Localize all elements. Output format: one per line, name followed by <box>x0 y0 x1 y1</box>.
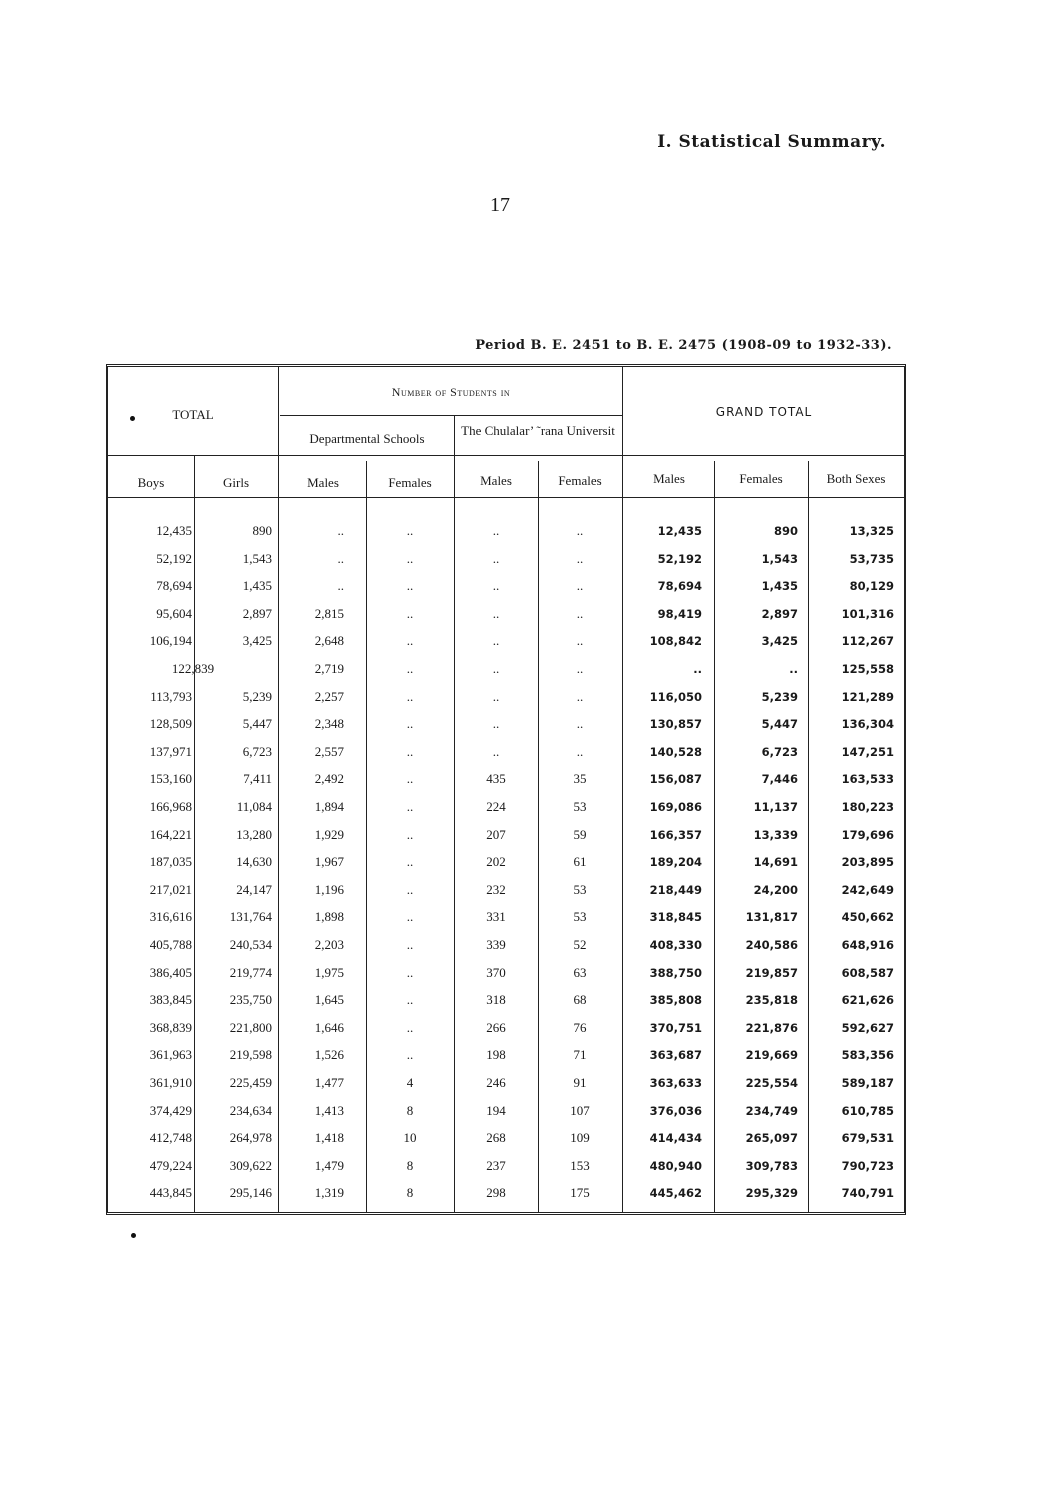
cell-gf: 5,239 <box>761 689 798 704</box>
cell-gb: 242,649 <box>841 882 894 897</box>
cell-df: .. <box>406 992 414 1008</box>
cell-boys: 383,845 <box>149 992 192 1008</box>
cell-boys: 78,694 <box>156 578 192 594</box>
table-row <box>108 903 908 931</box>
cell-gm: 480,940 <box>649 1158 702 1173</box>
cell-girls: 221,800 <box>229 1019 272 1035</box>
cell-dm: 2,492 <box>314 771 344 787</box>
cell-gm: 408,330 <box>649 938 702 952</box>
cell-gm: 370,751 <box>649 1020 702 1035</box>
cell-girls: 5,239 <box>242 688 272 704</box>
cell-gf: 309,783 <box>745 1158 798 1173</box>
cell-df: .. <box>406 964 414 980</box>
cell-gb: 163,533 <box>841 772 894 787</box>
cell-gm: 388,750 <box>649 965 702 980</box>
cell-gm: 166,357 <box>649 827 702 842</box>
table-row <box>108 1179 908 1207</box>
cell-boys: 187,035 <box>149 854 192 870</box>
header-departmental-schools: Departmental Schools <box>309 431 425 446</box>
cell-gf: 1,435 <box>761 579 798 594</box>
header-uni-females: Females <box>558 473 602 488</box>
cell-dm: 1,967 <box>314 854 344 870</box>
cell-gm: 12,435 <box>657 524 702 538</box>
cell-um: 318 <box>486 992 506 1008</box>
table-row <box>108 959 908 987</box>
cell-gb: 679,531 <box>841 1131 894 1146</box>
cell-um: 194 <box>486 1102 506 1118</box>
cell-girls: 309,622 <box>229 1157 272 1173</box>
cell-boys: 368,839 <box>149 1019 192 1035</box>
cell-gb: 608,587 <box>841 965 894 980</box>
header-grand-both: Both Sexes <box>826 471 886 486</box>
cell-gm: 169,086 <box>649 800 702 814</box>
period-heading: Period B. E. 2451 to B. E. 2475 (1908-09 to 1932-33). <box>475 338 892 353</box>
cell-uf: .. <box>576 688 584 704</box>
cell-um: 435 <box>486 771 506 787</box>
header-boys: Boys <box>137 475 165 490</box>
cell-uf: 53 <box>573 909 587 925</box>
cell-gb: 592,627 <box>841 1020 894 1035</box>
table-row <box>108 1041 908 1069</box>
section-title: I. Statistical Summary. <box>657 132 886 152</box>
cell-uf: .. <box>576 633 584 649</box>
cell-uf: 109 <box>570 1130 590 1146</box>
cell-gm: 376,036 <box>649 1103 702 1118</box>
cell-gf: .. <box>789 662 798 676</box>
cell-dm: .. <box>337 578 344 594</box>
cell-uf: .. <box>576 716 584 732</box>
cell-girls: 1,543 <box>242 550 272 566</box>
cell-dm: 2,648 <box>314 633 344 649</box>
cell-df: .. <box>406 771 414 787</box>
table-row <box>108 1097 908 1125</box>
cell-boys: 153,160 <box>149 771 192 787</box>
cell-dm: 1,894 <box>314 799 344 814</box>
cell-gm: 414,434 <box>649 1131 702 1146</box>
cell-um: 266 <box>486 1019 506 1035</box>
cell-uf: .. <box>576 578 584 594</box>
cell-girls: 5,447 <box>242 716 272 732</box>
cell-boys: 361,910 <box>149 1075 192 1090</box>
cell-gf: 235,818 <box>745 993 798 1008</box>
cell-df: .. <box>406 937 414 952</box>
cell-um: 339 <box>486 937 506 952</box>
table-row <box>108 1014 908 1042</box>
cell-um: 207 <box>486 826 506 842</box>
cell-boys: 12,435 <box>156 523 192 538</box>
cell-df: .. <box>406 1047 414 1063</box>
cell-gm: 385,808 <box>649 993 702 1008</box>
cell-uf: 59 <box>573 826 587 842</box>
cell-um: 370 <box>486 964 506 980</box>
cell-gb: 589,187 <box>841 1076 894 1090</box>
cell-girls: 14,630 <box>236 854 272 870</box>
cell-df: .. <box>406 854 414 870</box>
rule-subheader <box>108 455 904 456</box>
cell-gf: 11,137 <box>753 800 798 814</box>
cell-girls: 6,723 <box>242 743 272 759</box>
cell-gf: 890 <box>773 524 798 538</box>
header-university: The Chulalar’ ˜rana Universit <box>461 423 615 438</box>
cell-boys: 164,221 <box>149 826 192 842</box>
cell-gm: 130,857 <box>649 717 702 732</box>
cell-boys: 95,604 <box>156 605 192 621</box>
cell-girls: 240,534 <box>229 937 272 952</box>
cell-um: .. <box>492 578 500 594</box>
page-number: 17 <box>490 194 510 216</box>
cell-boys: 386,405 <box>149 964 192 980</box>
cell-girls: 24,147 <box>236 881 272 897</box>
cell-um: 246 <box>486 1075 506 1090</box>
cell-girls: 295,146 <box>229 1185 272 1201</box>
cell-df: .. <box>406 716 414 732</box>
cell-df: .. <box>406 743 414 759</box>
cell-df: .. <box>406 578 414 594</box>
cell-um: .. <box>492 550 500 566</box>
cell-uf: 175 <box>570 1185 590 1201</box>
cell-df: .. <box>406 550 414 566</box>
cell-uf: 52 <box>573 937 587 952</box>
cell-girls: 131,764 <box>229 909 272 925</box>
cell-gm: 98,419 <box>657 606 702 621</box>
footer-bullet <box>131 1233 136 1238</box>
table-row <box>108 793 908 821</box>
cell-gm: .. <box>693 662 702 676</box>
table-row <box>108 655 908 683</box>
cell-gm: 78,694 <box>657 579 702 594</box>
cell-gf: 219,669 <box>745 1048 798 1063</box>
cell-boys: 412,748 <box>149 1130 192 1146</box>
cell-dm: 1,526 <box>314 1047 344 1063</box>
cell-df: .. <box>406 661 414 676</box>
cell-gb: 203,895 <box>841 855 894 870</box>
cell-um: 237 <box>486 1157 506 1173</box>
cell-df: 10 <box>403 1130 417 1146</box>
rule-columns <box>108 497 904 498</box>
cell-gb: 180,223 <box>841 800 894 814</box>
cell-gb: 121,289 <box>841 689 894 704</box>
cell-uf: 68 <box>573 992 587 1008</box>
cell-boys: 128,509 <box>149 716 192 732</box>
cell-uf: 91 <box>573 1075 587 1090</box>
cell-gb: 80,129 <box>849 579 894 594</box>
cell-boys: 113,793 <box>150 688 192 704</box>
cell-gm: 140,528 <box>649 744 702 759</box>
cell-uf: 53 <box>573 799 587 814</box>
cell-gb: 125,558 <box>841 662 894 676</box>
table-row <box>108 1069 908 1097</box>
cell-gf: 221,876 <box>745 1020 798 1035</box>
cell-df: .. <box>406 799 414 814</box>
header-grand-females: Females <box>739 471 783 486</box>
statistics-table <box>106 364 906 1215</box>
cell-um: .. <box>492 743 500 759</box>
cell-dm: 2,557 <box>314 743 344 759</box>
cell-gm: 116,050 <box>649 689 702 704</box>
cell-boys: 374,429 <box>149 1102 192 1118</box>
cell-uf: .. <box>576 743 584 759</box>
header-uni-males: Males <box>480 473 512 488</box>
table-row <box>108 683 908 711</box>
cell-gf: 6,723 <box>761 744 798 759</box>
cell-df: .. <box>406 633 414 649</box>
cell-girls: 234,634 <box>229 1102 272 1118</box>
cell-girls: 890 <box>252 523 272 538</box>
cell-uf: .. <box>576 661 584 676</box>
cell-um: .. <box>492 661 500 676</box>
cell-girls: 1,435 <box>242 578 272 594</box>
table-row <box>108 1124 908 1152</box>
table-row <box>108 931 908 959</box>
cell-dm: 1,479 <box>314 1157 344 1173</box>
cell-uf: 71 <box>573 1047 587 1063</box>
cell-dm: 1,319 <box>314 1185 344 1201</box>
cell-um: 268 <box>486 1130 506 1146</box>
cell-gf: 5,447 <box>761 717 798 732</box>
table-row <box>108 572 908 600</box>
table-row <box>108 848 908 876</box>
header-grand-total: GRAND TOTAL <box>715 405 813 419</box>
cell-df: .. <box>406 826 414 842</box>
cell-gf: 225,554 <box>745 1076 798 1090</box>
table-row <box>108 627 908 655</box>
cell-gm: 189,204 <box>649 855 702 870</box>
cell-gb: 610,785 <box>841 1103 894 1118</box>
cell-uf: 35 <box>573 771 587 787</box>
cell-boys: 137,971 <box>149 743 192 759</box>
cell-df: .. <box>406 1019 414 1035</box>
cell-gm: 363,687 <box>649 1048 702 1063</box>
cell-gf: 24,200 <box>753 882 798 897</box>
cell-gm: 108,842 <box>649 634 702 649</box>
header-total: TOTAL <box>172 407 214 422</box>
cell-dm: 2,348 <box>314 716 344 732</box>
cell-gb: 53,735 <box>849 551 894 566</box>
cell-boys: 361,963 <box>149 1047 192 1063</box>
cell-gb: 13,325 <box>849 524 894 538</box>
cell-girls: 264,978 <box>229 1130 272 1146</box>
header-number-of-students: Number of Students in <box>391 385 511 399</box>
cell-gf: 234,749 <box>745 1103 798 1118</box>
cell-gf: 219,857 <box>745 965 798 980</box>
cell-um: 198 <box>486 1047 506 1063</box>
cell-gb: 790,723 <box>841 1158 894 1173</box>
cell-gb: 648,916 <box>841 938 894 952</box>
cell-dm: 1,646 <box>314 1019 344 1035</box>
cell-df: 4 <box>406 1075 414 1090</box>
cell-dm: 1,413 <box>314 1102 344 1118</box>
cell-girls: 7,411 <box>243 771 272 787</box>
cell-gf: 14,691 <box>753 855 798 870</box>
cell-girls: 2,897 <box>242 605 272 621</box>
cell-dm: 2,257 <box>314 688 344 704</box>
cell-gm: 363,633 <box>649 1076 702 1090</box>
cell-boys: 217,021 <box>149 881 192 897</box>
cell-gm: 52,192 <box>657 551 702 566</box>
cell-gf: 3,425 <box>761 634 798 649</box>
cell-um: 331 <box>486 909 506 925</box>
cell-dm: 1,898 <box>314 909 344 925</box>
cell-gf: 1,543 <box>761 551 798 566</box>
cell-gf: 265,097 <box>745 1131 798 1146</box>
cell-gb: 621,626 <box>841 993 894 1008</box>
cell-boys: 405,788 <box>149 937 192 952</box>
cell-df: 8 <box>406 1102 414 1118</box>
cell-uf: .. <box>576 605 584 621</box>
table-row <box>108 517 908 545</box>
cell-gm: 218,449 <box>649 882 702 897</box>
cell-df: .. <box>406 688 414 704</box>
header-dept-males: Males <box>307 475 339 490</box>
cell-gm: 445,462 <box>649 1186 702 1201</box>
cell-boys: 316,616 <box>149 909 192 925</box>
cell-gf: 295,329 <box>745 1186 798 1201</box>
header-grand-males: Males <box>653 471 685 486</box>
cell-dm: .. <box>337 550 344 566</box>
cell-um: 298 <box>486 1185 506 1201</box>
cell-um: .. <box>492 605 500 621</box>
cell-uf: 76 <box>573 1019 587 1035</box>
bullet-mark <box>130 416 135 421</box>
cell-dm: 1,645 <box>314 992 344 1008</box>
table-row <box>108 986 908 1014</box>
table-row <box>108 765 908 793</box>
table-row <box>108 600 908 628</box>
cell-gb: 112,267 <box>841 634 894 649</box>
cell-gb: 179,696 <box>841 827 894 842</box>
cell-uf: 61 <box>573 854 587 870</box>
cell-girls: 219,598 <box>229 1047 272 1063</box>
table-row <box>108 876 908 904</box>
cell-um: .. <box>492 523 500 538</box>
cell-girls: 3,425 <box>242 633 272 649</box>
table-row <box>108 821 908 849</box>
cell-girls: 11,084 <box>236 799 272 814</box>
cell-gm: 318,845 <box>649 910 702 925</box>
cell-uf: .. <box>576 523 584 538</box>
cell-dm: 1,477 <box>314 1075 344 1090</box>
cell-gf: 13,339 <box>753 827 798 842</box>
cell-girls: 13,280 <box>236 826 272 842</box>
header-girls: Girls <box>223 475 249 490</box>
cell-gb: 101,316 <box>841 606 894 621</box>
header-dept-females: Females <box>388 475 432 490</box>
cell-gb: 147,251 <box>841 744 894 759</box>
table-row <box>108 738 908 766</box>
cell-dm: 1,929 <box>314 826 344 842</box>
cell-df: 8 <box>406 1185 414 1201</box>
table-row <box>108 710 908 738</box>
cell-df: 8 <box>406 1157 414 1173</box>
cell-gf: 2,897 <box>761 606 798 621</box>
cell-dm: 2,815 <box>314 605 344 621</box>
cell-dm: 2,719 <box>314 661 344 676</box>
table-row <box>108 545 908 573</box>
rule-students-under <box>280 415 622 416</box>
cell-um: 224 <box>486 799 506 814</box>
cell-gf: 240,586 <box>745 938 798 952</box>
cell-um: 202 <box>486 854 506 870</box>
cell-df: .. <box>406 605 414 621</box>
cell-boys: 479,224 <box>149 1157 192 1173</box>
cell-boys: 52,192 <box>156 550 192 566</box>
cell-df: .. <box>406 909 414 925</box>
cell-gm: 156,087 <box>649 772 702 787</box>
cell-um: .. <box>492 633 500 649</box>
cell-gb: 450,662 <box>841 910 894 925</box>
cell-um: 232 <box>486 881 506 897</box>
cell-df: .. <box>406 881 414 897</box>
cell-dm: 1,196 <box>314 881 344 897</box>
cell-dm: 2,203 <box>314 937 344 952</box>
cell-uf: 107 <box>570 1102 590 1118</box>
cell-um: .. <box>492 688 500 704</box>
cell-uf: 153 <box>570 1157 590 1173</box>
cell-girls: 219,774 <box>229 964 272 980</box>
cell-uf: 53 <box>573 881 587 897</box>
cell-dm: .. <box>337 523 344 538</box>
cell-gb: 136,304 <box>841 717 894 732</box>
cell-dm: 1,418 <box>314 1130 344 1146</box>
cell-gb: 740,791 <box>841 1186 894 1201</box>
table-row <box>108 1152 908 1180</box>
cell-girls: 235,750 <box>229 992 272 1008</box>
cell-dm: 1,975 <box>314 964 344 980</box>
cell-boys: 106,194 <box>149 633 192 649</box>
cell-girls: 225,459 <box>229 1075 272 1090</box>
cell-gf: 7,446 <box>761 772 798 787</box>
cell-gb: 583,356 <box>841 1048 894 1063</box>
cell-total-combined: 122,839 <box>171 661 215 676</box>
cell-boys: 443,845 <box>149 1185 192 1201</box>
cell-uf: 63 <box>573 964 587 980</box>
cell-uf: .. <box>576 550 584 566</box>
cell-df: .. <box>406 523 414 538</box>
cell-um: .. <box>492 716 500 732</box>
cell-gf: 131,817 <box>745 910 798 925</box>
cell-boys: 166,968 <box>149 799 192 814</box>
